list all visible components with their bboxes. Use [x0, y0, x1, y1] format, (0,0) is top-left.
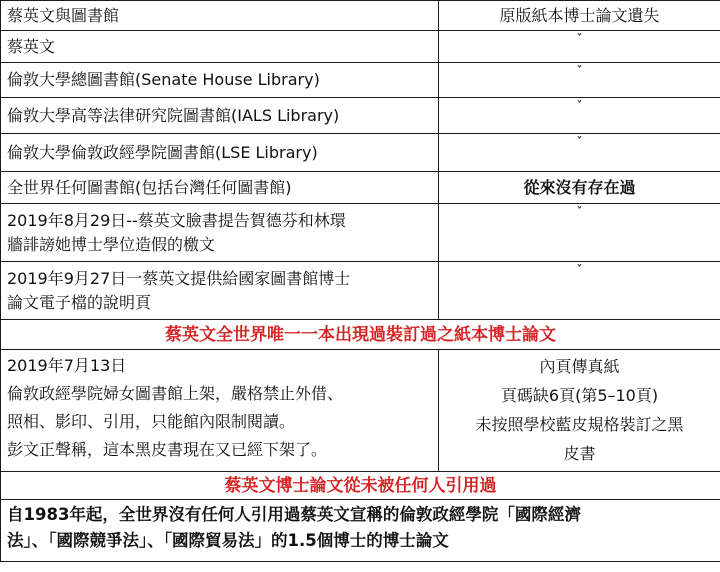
row-label: 倫敦大學高等法律研究院圖書館(IALS Library): [1, 98, 439, 134]
row-label: 全世界任何圖書館(包括台灣任何圖書館): [1, 172, 439, 204]
table-row: [1, 31, 720, 63]
table-row: [1, 262, 720, 320]
detail-right-line: 皮書: [563, 444, 596, 463]
row-label: [1, 262, 439, 320]
table-row: [1, 172, 720, 204]
table-row: [1, 134, 720, 172]
detail-left-line: 2019年7月13日: [7, 356, 127, 375]
footer-line: 法」、「國際競爭法」、「國際貿易法」的1.5個博士的博士論文: [7, 531, 449, 550]
footer-row: [1, 500, 720, 562]
row-label-line: 2019年9月27日一蔡英文提供給國家圖書館博士: [7, 268, 351, 288]
detail-left-line: 倫敦政經學院婦女圖書館上架，嚴格禁止外借、: [7, 384, 344, 403]
table-row: [1, 204, 720, 262]
detail-right-line: 內頁傳真紙: [539, 357, 620, 376]
red-banner: 蔡英文博士論文從未被任何人引用過: [1, 472, 720, 500]
detail-left: [1, 350, 439, 472]
row-label-line: 牆誹謗她博士學位造假的檄文: [7, 234, 216, 254]
footer-line: 自1983年起，全世界沒有任何人引用過蔡英文宣稱的倫敦政經學院「國際經濟: [7, 505, 581, 524]
detail-row: [1, 350, 720, 472]
row-label-line: 2019年8月29日--蔡英文臉書提告賀德芬和林環: [7, 210, 346, 230]
header-row: [1, 1, 720, 31]
table-row: [1, 63, 720, 98]
header-col2: 原版紙本博士論文遺失: [439, 1, 720, 31]
row-label: 倫敦大學倫敦政經學院圖書館(LSE Library): [1, 134, 439, 172]
red-banner: 蔡英文全世界唯一一本出現過裝訂過之紙本博士論文: [1, 320, 720, 350]
detail-right-line: 未按照學校藍皮規格裝訂之黑: [475, 415, 684, 434]
row-label: 蔡英文: [1, 31, 439, 63]
row-label: [1, 204, 439, 262]
row-label-line: 論文電子檔的說明頁: [7, 292, 152, 312]
detail-left-line: 照相、影印、引用，只能館內限制閱讀。: [7, 412, 296, 431]
row-status: 從來沒有存在過: [439, 172, 720, 204]
banner-row: [1, 472, 720, 500]
check-mark: ˇ: [439, 204, 720, 262]
detail-right-line: 頁碼缺6頁(第5–10頁): [500, 386, 659, 405]
check-mark: ˇ: [439, 63, 720, 98]
detail-right: [439, 350, 720, 472]
check-mark: ˇ: [439, 262, 720, 320]
detail-left-line: 彭文正聲稱，這本黑皮書現在又已經下架了。: [7, 440, 328, 459]
header-col1: 蔡英文與圖書館: [1, 1, 439, 31]
check-mark: ˇ: [439, 98, 720, 134]
row-label: 倫敦大學總圖書館(Senate House Library): [1, 63, 439, 98]
banner-row: [1, 320, 720, 350]
check-mark: ˇ: [439, 134, 720, 172]
table-row: [1, 98, 720, 134]
check-mark: ˇ: [439, 31, 720, 63]
footer-text: [1, 500, 720, 562]
